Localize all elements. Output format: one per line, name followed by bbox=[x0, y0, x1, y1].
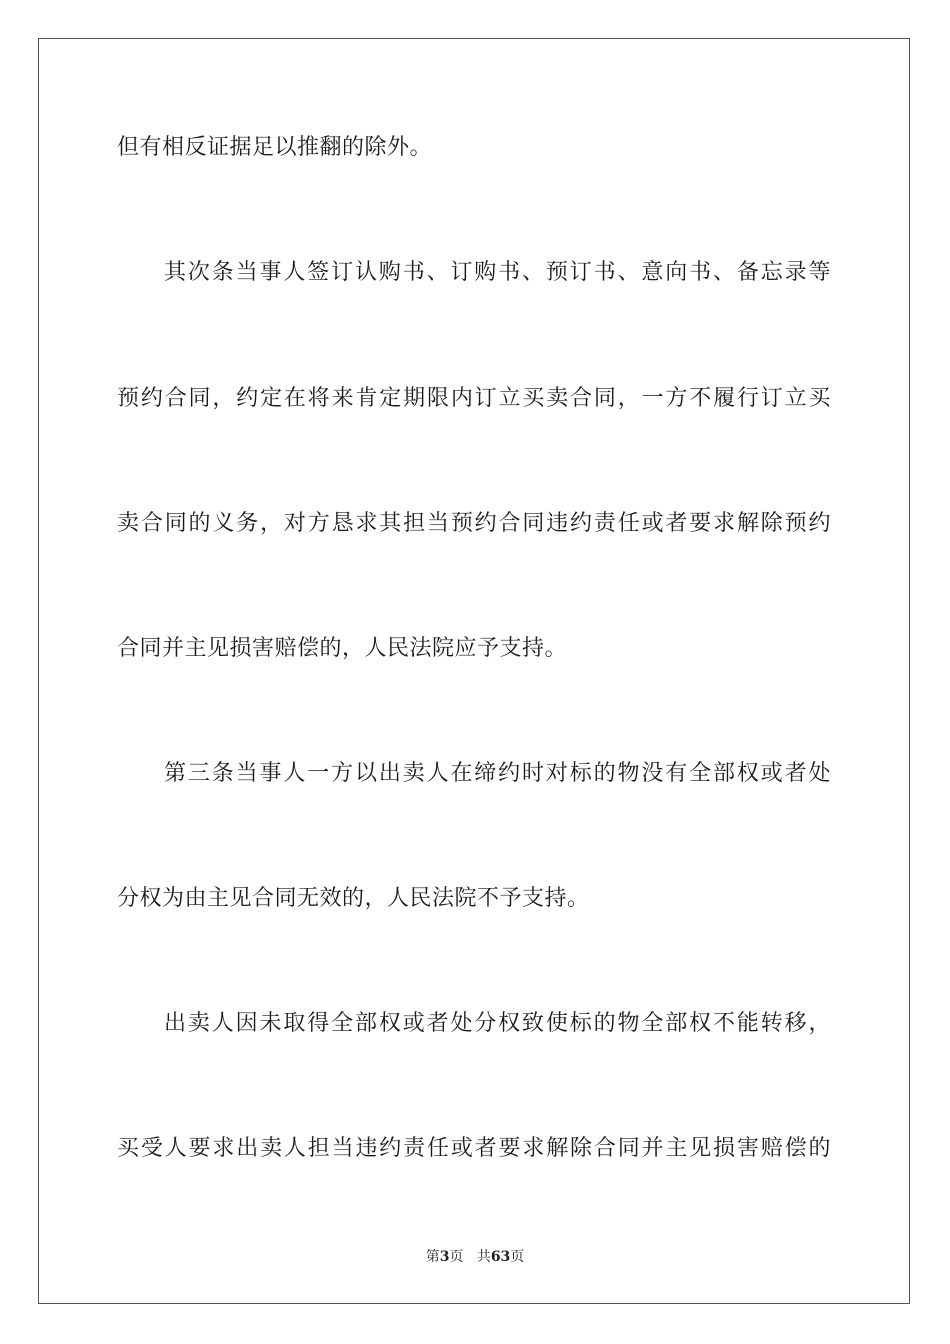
text-line-6: 第三条当事人一方以出卖人在缔约时对标的物没有全部权或者处 bbox=[164, 761, 831, 786]
page-unit: 页 bbox=[449, 1249, 464, 1265]
text-line-2: 其次条当事人签订认购书、订购书、预订书、意向书、备忘录等 bbox=[164, 260, 831, 285]
text-line-8: 出卖人因未取得全部权或者处分权致使标的物全部权不能转移， bbox=[164, 1011, 831, 1036]
text-line-4: 卖合同的义务，对方恳求其担当预约合同违约责任或者要求解除预约 bbox=[117, 511, 831, 536]
text-line-9: 买受人要求出卖人担当违约责任或者要求解除合同并主见损害赔偿的 bbox=[117, 1136, 831, 1161]
total-pages: 63 bbox=[490, 1249, 511, 1265]
text-line-1: 但有相反证据足以推翻的除外。 bbox=[117, 135, 433, 160]
text-line-7: 分权为由主见合同无效的，人民法院不予支持。 bbox=[117, 886, 590, 911]
page-border bbox=[38, 38, 910, 1304]
page-prefix: 第 bbox=[425, 1249, 440, 1265]
total-prefix: 共 bbox=[476, 1249, 491, 1265]
total-unit: 页 bbox=[510, 1249, 525, 1265]
text-line-3: 预约合同，约定在将来肯定期限内订立买卖合同，一方不履行订立买 bbox=[117, 386, 831, 411]
page-number: 3 bbox=[439, 1249, 450, 1265]
page-footer bbox=[0, 1248, 950, 1266]
text-line-5: 合同并主见损害赔偿的，人民法院应予支持。 bbox=[117, 636, 568, 661]
